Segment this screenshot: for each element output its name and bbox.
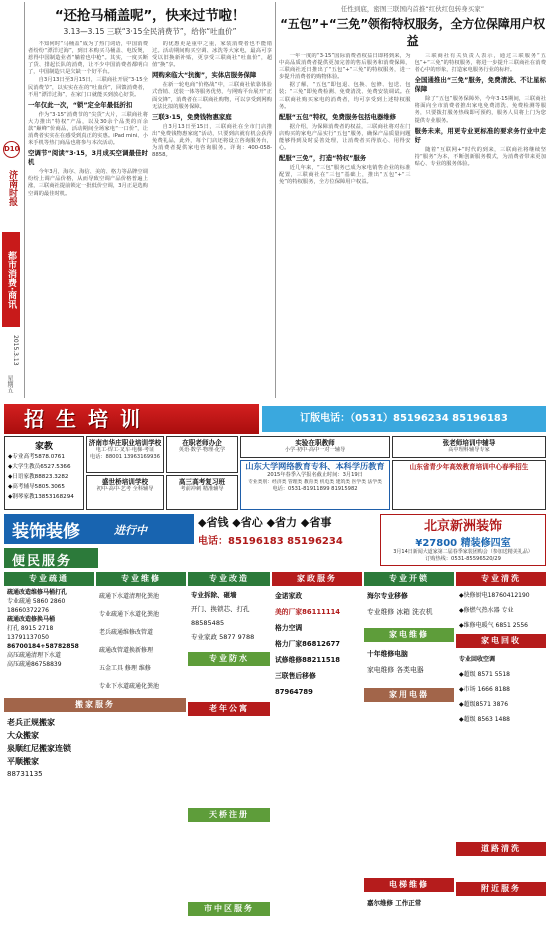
list-item: ◆超级8571 3876 [459, 701, 509, 708]
ad-text: 小学·初中·高中一对一辅导 [284, 447, 346, 453]
section-heading: 网购来临大“抗衡”，实体店服务保障 [152, 71, 257, 80]
list-item: 88731135 [7, 770, 43, 778]
ad-text: 2015年春季入学报名截止时间：3月19日 [267, 472, 363, 478]
list-item: ◆高考辅导5805.3065 [8, 484, 65, 490]
service-list [364, 586, 454, 622]
list-item: 专业疏通 5860 2860 [7, 598, 66, 605]
list-item: 美的厂家86111114 [275, 608, 341, 616]
service-list [456, 586, 546, 635]
list-item: 88585485 [191, 619, 225, 627]
list-item: 专业家政 5877 9788 [191, 633, 255, 641]
service-list [4, 586, 94, 671]
list-item: ◆市场 1666 8188 [459, 686, 510, 693]
banner-subtitle: 进行中 [114, 524, 147, 537]
section-header: 家用电器 [364, 688, 454, 702]
paragraph: 除了“五包”服务保障外，今年3·15期间，三联商社将面向全市消费者推出家电免费清洗、免费检测等服务，只要拨打服务热线即可预约，服务人员将上门为您提供专业服务。 [414, 96, 546, 124]
section-header: 市中区服务 [188, 902, 270, 916]
hotline-banner [262, 406, 546, 432]
school-ad [240, 436, 390, 458]
list-item: 家电维修 各类电器 [367, 666, 424, 674]
list-item: 打孔 8915 2718 [7, 625, 54, 632]
list-item: 专业拆除、砸墙 [191, 591, 237, 599]
school-ad [166, 436, 238, 473]
box-title: 家教 [34, 442, 53, 452]
list-item: 专业下水道疏通化粪池 [99, 683, 160, 690]
article-column [28, 41, 148, 405]
divider [24, 2, 25, 398]
list-item: 疏通下水道清理化粪池 [99, 593, 160, 600]
list-item: 嘉尔维修 工作正常 [367, 899, 422, 907]
section-header: 专业开锁 [364, 572, 454, 586]
list-item: ◆日语家教88823.3282 [8, 474, 69, 480]
training-banner [4, 404, 259, 434]
list-item: 平顺搬家 [7, 757, 39, 766]
issue-date: 2015.3.13 [12, 335, 19, 366]
list-item: 泉顺红尼搬家连锁 [7, 744, 71, 753]
save-phone: 电话：85196183 85196234 [198, 536, 343, 547]
ad-text: 初中·高中·艺考 全科辅导 [96, 486, 154, 492]
section-heading: 全国通推出“三免”服务，免费清洗、不让星标保障 [414, 76, 546, 94]
service-banner [4, 548, 98, 568]
banner-title: 装饰装修 [12, 522, 80, 542]
list-item: ◆超级 8563 1488 [459, 716, 510, 723]
paragraph: 在新一轮电商“价格战”中，三联商社依靠体验式营销、送装一体等服务优势，与网购平台展开“正面交锋”，消费者在三联商社购物，可以享受到网购无法比拟的服务保障。 [152, 82, 272, 110]
article-title: “还抢马桶盖呢”，快来过节啦！ [54, 8, 246, 24]
list-item: ◆维修电暖气 6851 2556 [459, 622, 528, 629]
divider [275, 2, 276, 398]
ad-title: 山东大学网络教育专科、本科学历教育 [245, 461, 385, 471]
ad-price: ¥27800 精装修四室 [415, 538, 511, 549]
list-item: ◆钢琴家教13853168294 [8, 494, 74, 500]
list-item: 开门、换锁芯、打孔 [191, 605, 250, 613]
ad-title: 高三高考复习班 [178, 478, 226, 486]
list-item: ◆快修厨电18760412190 [459, 592, 530, 599]
list-item: 疏通改造修换马桶 [7, 616, 56, 623]
ad-text: 专业类别：经济类 管理类 教育类 机电类 建筑类 医学类 法学类 [248, 480, 382, 485]
issue-weekday: 星期五 [6, 375, 13, 393]
school-ad [392, 436, 546, 458]
save-row: ◆省钱 ◆省心 ◆省力 ◆省事 [198, 516, 332, 529]
section-header: 搬家服务 [4, 698, 186, 712]
ad-text: 考前冲刺 精准辅导 [180, 486, 224, 492]
list-item: 高压疏通清理下水道 [7, 652, 62, 659]
paragraph: 作为“3·15”消费节的“尖货”大片，三联商社将大力推出“特权”产品，以及30余个品类的百余款“巅峰”价商品，活动期间全场家电“一口价”，让消费者实实在在感受到真正的实惠。iPad mini、小米手机等热门商品也将参与本次活动。 [28, 111, 148, 147]
list-item: 金诺家政 [275, 592, 303, 600]
article-title: “五包”+“三免”领衔特权服务，全方位保障用户权益 [280, 17, 545, 48]
ad-title: 张老师培训中辅导 [442, 439, 496, 447]
article-subtitle: 3.13—3.15 三联“3·15全民消费节”，给你“吐血价” [63, 27, 237, 36]
hotline-text: 订版电话：（0531）85196234 85196183 [300, 413, 508, 424]
section-header: 专业防水 [188, 652, 270, 666]
ad-title: 盛世桥培训学校 [101, 478, 149, 486]
section-heading: 配服“三免”，打造“特权”服务 [279, 154, 367, 163]
list-item: 疏通改管道换新修理 [99, 647, 154, 654]
paragraph: 自3月13日至3月15日，三联商社开展“3·15全民消费节”，以实实在在的“吐血价”，回馈消费者，不用“漂洋过海”，在家门口就能买到放心好货。 [28, 77, 148, 98]
ad-title: 山东省青少年高效教育培训中心春季招生 [409, 463, 529, 471]
paragraph: 随着“互联网+”时代的到来，三联商社将继续坚持“服务”为本，不断创新服务模式，为消费者带来更加贴心、专业的服务体验。 [414, 146, 546, 167]
list-item: 大众搬家 [7, 731, 39, 740]
paragraph: 三联商社有关负责人表示，通过三联服务“五包”+“三免”的特权服务，将进一步提升三联商社在消费者心中的形象，打造家电服务行业的标杆。 [414, 53, 546, 74]
section-heading: 配服“五包”特权，免费服务包括电器维修 [279, 112, 397, 121]
service-list [188, 586, 270, 646]
list-item: 十年维修电脑 [367, 650, 408, 658]
list-item: 五金工具 修理 维修 [99, 665, 151, 672]
banner-title: 招生培训 [24, 407, 152, 431]
section-heading: 一年仅此一次，“锁”定全年最低折扣 [28, 100, 133, 109]
section-header: 专业疏通 [4, 572, 94, 586]
ad-text: 3月14日新闻大道家第二届春季家装团购会（参加送精美礼品） [393, 549, 533, 555]
ad-text: 高中理科辅导专家 [448, 447, 490, 453]
list-item: 专业维修 冰箱 洗衣机 [367, 608, 433, 616]
section-header: 道路清洗 [456, 842, 546, 856]
section-header: 附近服务 [456, 882, 546, 896]
section-header: 专业改造 [188, 572, 270, 586]
section-header: 专业维修 [96, 572, 186, 586]
list-item: ◆修燃气热水器 专业 [459, 607, 514, 614]
paragraph: 据介绍，为保障消费者的权益，三联商社将对在门店购买的家电产品实行“五包”服务，确保产品质量问题能够得到及时妥善处理，让消费者买得放心、用得安心。 [279, 123, 411, 152]
list-item: 18660372276 [7, 607, 49, 614]
article-column [279, 53, 411, 421]
ad-text: 英语·数学·物理·化学 [178, 447, 226, 453]
ad-phone: 电话：0531-81911899 81915982 [272, 486, 358, 492]
service-list [364, 894, 454, 912]
section-header: 家电维修 [364, 628, 454, 642]
school-ad [166, 475, 238, 510]
ad-title: 北京新洲装饰 [423, 519, 502, 534]
list-item: 专业回收空调 [459, 656, 496, 663]
list-item: 老兵正规搬家 [7, 718, 55, 727]
paragraph: 据了解，“五包”即包退、包换、包修、包送、包装；“三免”即免费检测、免费清洗、免费安装调试。在三联商社购买家电的消费者，均可享受到上述特权服务。 [279, 82, 411, 110]
list-item: ◆大学生教员6527.5366 [8, 464, 71, 470]
article-five-three-service [279, 4, 546, 421]
list-item: 格力厂家86812677 [275, 640, 341, 648]
list-item: 老兵疏通维修改管道 [99, 629, 154, 636]
paragraph: 自3月13日至15日，三联商社在全市门店推出“免费钱物惠家庭”活动，只要到店就有机会获得免费礼品，此外，每个门店还将设立咨询服务台，为消费者提供家电咨询服务。详询：400-058-8858。 [152, 123, 272, 159]
article-sanlian-festival [28, 4, 272, 405]
save-banner [198, 514, 378, 547]
list-item: 高压疏通86758839 [7, 661, 62, 668]
section-header: 电梯维修 [364, 878, 454, 892]
section-header: 家电回收 [456, 634, 546, 648]
paragraph: 近几年来，“三包”服务已成为家电销售企业的标准配置，三联商社在“三包”基础上，推出“五包”+“三免”的特权服务，全方位保障用户权益。 [279, 165, 411, 186]
paragraph: 不知何时“马桶盖”成为了热门词语，中国消费者纷纷“漂洋过海”，到日本购买马桶盖、电饭煲，惹得中国制造业者“躺着也中枪”。其实，一度买断了货、排起长队的消费，让不少中国消费者都明白了，中国制造只是欠缺一个好平台。 [28, 41, 148, 76]
moving-list [4, 714, 186, 783]
service-list [96, 586, 186, 698]
list-item: 13791137050 [7, 634, 49, 641]
section-header: 老年公寓 [188, 702, 270, 716]
page-sidebar [0, 0, 22, 400]
school-ad [86, 475, 164, 510]
section-header: 家政服务 [272, 572, 362, 586]
news-section [0, 0, 550, 400]
banner-title: 便民服务 [12, 554, 73, 568]
section-header: 专业清洗 [456, 572, 546, 586]
list-item: 试修维修88211518 [275, 656, 341, 664]
list-item: 格力空调 [275, 624, 303, 632]
list-item: 海尔专业移修 [367, 592, 408, 600]
service-list [364, 644, 454, 680]
paragraph: 今年3月，海尔、海信、美的、格力等品牌空调纷纷上调产品价格，从而导致空调产品价格普遍上涨，三联商社提前锁定一批低价空调，3月正是选购空调的最佳时机。 [28, 169, 148, 197]
article-column [415, 53, 547, 421]
ad-title: 在职老师办企 [182, 439, 222, 447]
section-header: 天桥注册 [188, 808, 270, 822]
article-kicker: 任性到底，密图三联国内首推“红伙红包转身买家” [340, 5, 485, 13]
list-item: ◆超级 8571 5518 [459, 671, 510, 678]
paragraph: 的优惠更是重中之重，家装消费者也不能错过。活动期间购买空调、冰洗等大家电，最高可享受以旧换新补贴，更享受三联商社“吐血价”，超值“换”享。 [152, 41, 272, 69]
renovation-banner [4, 514, 194, 544]
section-heading: 空调节“阅读”3·15，3月成买空调最佳时机 [28, 149, 148, 167]
paragraph: 一年一度的“3·15”国际消费者权益日即将到来，为中高品质消费者提供更加完善的售后服务和消费保障，三联商社近日推出了“五包”+“三免”的特权服务，进一步提升消费者的购物体验。 [279, 53, 411, 81]
section-heading: 三联3·15，免费钱物惠家庭 [152, 112, 232, 121]
ad-title: 济南市华庄职业培训学校 [88, 439, 162, 447]
ad-title: 实验在职教师 [295, 439, 335, 447]
beijing-decoration-ad [380, 514, 546, 566]
service-list [456, 650, 546, 729]
list-item: 87964789 [275, 688, 313, 696]
university-ad [240, 460, 390, 510]
list-item: 专业疏通下水道化粪池 [99, 611, 160, 618]
school-ad [392, 460, 546, 510]
section-heading: 服务未来，用更专业更标准的要求务行业中走好 [414, 126, 546, 144]
school-ad [86, 436, 164, 473]
list-item: 疏通改造维修马桶打孔 [7, 589, 68, 596]
section-label: 济南时报 [7, 170, 17, 206]
service-list [272, 586, 362, 702]
tutor-box [4, 436, 84, 510]
list-item: 86700184+58782858 [7, 643, 79, 650]
list-item: ◆专业高考5878.0761 [8, 454, 65, 460]
classified-ads-section [0, 402, 550, 930]
list-item: 三联售后移修 [275, 672, 316, 680]
article-column [152, 41, 272, 405]
section-block: 都市消费·商讯 [2, 232, 20, 327]
ad-text: 电工·焊工·叉车·电梯·考证 [95, 447, 155, 453]
ad-phone: 订购热线：0531-85596520/29 [425, 556, 501, 562]
ad-phone: 电话：88001 13963169936 [89, 454, 161, 460]
page-number-badge: D10 [3, 141, 20, 158]
